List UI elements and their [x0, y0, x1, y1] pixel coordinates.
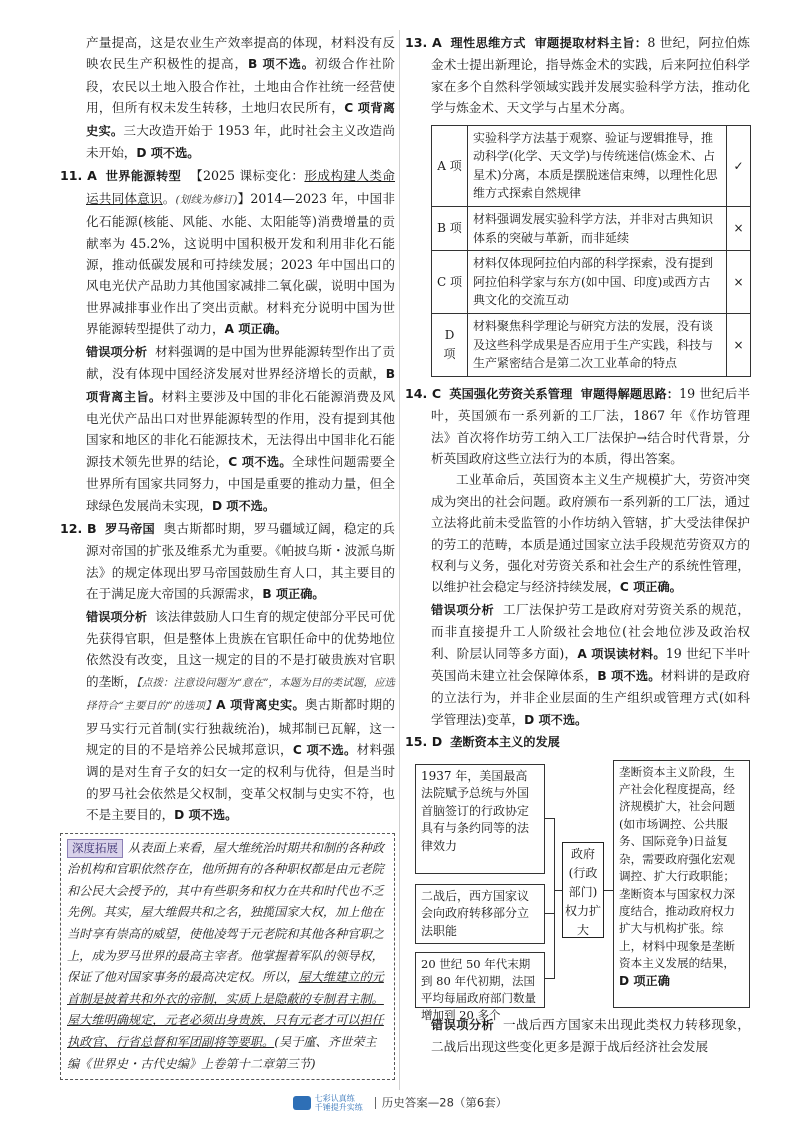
q11-block: 11. A 世界能源转型 【2025 课标变化：形成构建人类命运共同体意识。(划线为修订)】2014—2023 年，中国非化石能源(核能、风能、水能、太阳能等)消费增量的贡献率为 45.2%，这说明中国积极开发和利用非化石能源，推动低碳发展和可持续发展；2023 年中国出口的风电光伏产品助力其他国家减排二氧化碳，说明中国为世界减排事业作出了突出贡献。材料充分说明中国为世界能源转型提供了动力，A 项正确。 [60, 168, 396, 337]
q14-number: 14. C [405, 385, 442, 401]
table-row: D 项 材料聚焦科学理论与研究方法的发展，没有谈及这些科学成果是否应用于生产实践，科技与生产紧密结合是第二次工业革命的特点 × [432, 313, 751, 376]
q13-topic: 理性思维方式 [450, 36, 526, 50]
q12-number: 12. B [60, 520, 97, 536]
q13-block: 13. A 理性思维方式 审题提取材料主旨：8 世纪，阿拉伯炼金术士提出新理论，指导炼金术的实践，后来阿拉伯科学家在多个自然科学领域实践并发展实验科学方法，推动化学与炼金术、天文学与占星术分离。 [405, 35, 750, 116]
q12-errors: 错误项分析 该法律鼓励人口生育的规定使部分平民可优先获得官职，但是整体上贵族在官职任命中的优势地位依然没有改变，且这一规定的目的不是打破贵族对官职的垄断，【点拨：注意设问题为“意在”，本题为目的类试题，应选择符合“主要目的”的选项】A 项背离史实。奥古斯都时期的罗马实行元首制(实行独裁统治)，城邦制已瓦解，这一规定的目的不是培养公民城邦意识，C 项不选。材料强调的是对生育子女的妇女一定的权利与优待，但是当时的罗马社会依然是父权制，变革父权制与史实不符，也不是主要目的，D 项不选。 [86, 608, 396, 823]
deep-source: (吴于廑、齐世荣主编《世界史・古代史编》上卷第十二章第三节) [67, 1034, 377, 1071]
deep-expansion-box: 深度拓展 从表面上来看，屋大维统治时期共和制的各种政治机构和官职依然存在，他所拥有的各种职权都是由元老院和公民大会授予的，其中有些职务和权力在共和时代也不乏先例。其实，屋大维假共和之名，独揽国家大权，加上他在当时享有崇高的威望，使他凌驾于元老院和其他各种官职之上，成为罗马世界的最高主宰者。他掌握着军队的领导权，保证了他对国家事务的最高决定权。所以，屋大维建立的元首制是披着共和外衣的帝制，实质上是隐蔽的专制君主制。屋大维明确规定，元老必须出身贵族，只有元老才可以担任执政官、行省总督和军团副将等要职。(吴于廑、齐世荣主编《世界史・古代史编》上卷第十二章第三节) [60, 833, 395, 1081]
q11-topic: 世界能源转型 [105, 169, 182, 184]
q14-body: 工业革命后，英国资本主义生产规模扩大，劳资冲突成为突出的社会问题。政府颁布一系列新的工厂法，通过立法将此前未受监管的小作坊纳入管辖，扩大受法律保护的劳工的范畴，本质是通过国家立法手段规范劳资双方的权利与义务，强化对劳资关系和社会生产的系统性管理，以维护社会稳定与经济持续发展，C 项正确。 [431, 472, 750, 595]
page-footer [0, 1094, 800, 1112]
deep-expansion-tag: 深度拓展 [67, 839, 123, 858]
brand-logo-icon [293, 1096, 311, 1110]
q14-answer: C 项正确。 [619, 580, 682, 595]
q12-hint: 【点拨：注意设问题为“意在”，本题为目的类试题，应选择符合“主要目的”的选项】 [86, 676, 395, 713]
q14-topic: 英国强化劳资关系管理 [449, 386, 573, 401]
right-column [405, 32, 750, 1057]
q15-header [405, 731, 750, 753]
left-column [60, 32, 395, 1080]
brand-name: 七彩认真练 千锤提升实练 [314, 1094, 363, 1112]
diagram-result-box: 垄断资本主义阶段，生产社会化程度提高，经济规模扩大，社会问题(如市场调控、公共服务、国际竞争)日益复杂，需要政府强化宏观调控、扩大行政职能；垄断资本与国家权力深度结合，推动政府权力扩大与机构扩张。综上，材料中现象是垄断资本主义发展的结果，D 项正确 [613, 760, 750, 1008]
table-row: A 项 实验科学方法基于观察、验证与逻辑推导，推动科学(化学、天文学)与传统迷信(炼金术、占星术)分离，本质是摆脱迷信束缚，以理性化思维方式探索自然规律 ✓ [432, 125, 751, 206]
table-row: B 项 材料强调发展实验科学方法，并非对古典知识体系的突破与革新，而非延续 × [432, 207, 751, 251]
connector-line [554, 890, 562, 891]
diagram-box-1937: 1937 年，美国最高法院赋予总统与外国首脑签订的行政协定具有与条约同等的法律效力 [415, 764, 545, 874]
q14-block: 14. C 英国强化劳资关系管理 审题得解题思路：19 世纪后半叶，英国颁布一系列新的工厂法，1867 年《作坊管理法》首次将作坊劳工纳入工厂法保护→结合时代背景，分析英国政府这些立法行为的本质，得出答案。 [405, 385, 751, 466]
q13-number: 13. A [405, 35, 442, 50]
cross-icon: × [727, 207, 751, 251]
q15-number: 15. D [405, 734, 443, 750]
q10-continuation: 产量提高，这是农业生产效率提高的体现，材料没有反映农民生产积极性的提高，B 项不选。初级合作社阶段，农民以土地入股合作社，土地由合作社统一经营使用，但所有权未发生转移，土地归农民所有，C 项背离史实。三大改造开始于 1953 年，此时社会主义改造尚未开始，D 项不选。 [86, 35, 396, 161]
q12-answer: B 项正确。 [262, 587, 325, 602]
q12-block: 12. B 罗马帝国 奥古斯都时期，罗马疆域辽阔，稳定的兵源对帝国的扩张及维系尤为重要。《帕披乌斯・波派乌斯法》的规定体现出罗马帝国鼓励生育人口，其主要目的在于满足庞大帝国的兵源需求，B 项正确。 [60, 520, 396, 602]
q15-diagram [405, 760, 750, 1022]
q13-options-table [431, 125, 751, 377]
diagram-box-france: 20 世纪 50 年代末期到 80 年代初期，法国平均每届政府部门数量增加到 20 多个 [415, 952, 545, 1008]
footer-divider [375, 1097, 376, 1109]
q12-topic: 罗马帝国 [105, 521, 156, 536]
cross-icon: × [727, 313, 751, 376]
column-divider [399, 30, 400, 1090]
table-row: C 项 材料仅体现阿拉伯内部的科学探索，没有提到阿拉伯科学家与东方(如中国、印度)或西方古典文化的交流互动 × [432, 251, 751, 314]
check-icon: ✓ [727, 125, 751, 206]
q11-answer: A 项正确。 [224, 322, 287, 337]
q11-number: 11. A [60, 168, 97, 184]
q14-errors: 错误项分析 工厂法保护劳工是政府对劳资关系的规范，而非直接提升工人阶级社会地位(社会地位涉及政治权利、阶层认同等多方面)，A 项误读材料。19 世纪下半叶英国尚未建立社会保障体系，B 项不选。材料讲的是政府的立法行为，并非企业层面的生产组织或管理方式(如科学管理法)变革，D 项不选。 [431, 601, 751, 727]
diagram-center-box: 政府(行政部门)权力扩大 [562, 842, 604, 938]
cross-icon: × [727, 251, 751, 314]
q15-errors: 错误项分析 一战后西方国家未出现此类权力转移现象，二战后出现这些变化更多是源于战后经济社会发展 [431, 1016, 751, 1055]
connector-line [554, 818, 555, 979]
q11-note: (划线为修订) [175, 193, 238, 206]
q15-topic: 垄断资本主义的发展 [450, 735, 560, 750]
connector-line [604, 890, 613, 891]
diagram-box-postwar: 二战后，西方国家议会向政府转移部分立法职能 [415, 884, 545, 944]
footer-label: 历史答案—28（第6套） [381, 1095, 508, 1110]
q11-errors: 错误项分析 材料强调的是中国为世界能源转型作出了贡献，没有体现中国经济发展对世界经济增长的贡献，B 项背离主旨。材料主要涉及中国的非化石能源消费及风电光伏产品出口对世界能源转型的作用，没有提到其他国家和地区的非化石能源技术，无法得出中国非化石能源技术领先世界的结论，C 项不选。全球性问题需要全世界所有国家共同努力，中国是重要的推动力量，但全球绿色发展尚未实现，D 项不选。 [86, 343, 396, 513]
q15-answer: D 项正确 [619, 973, 670, 988]
